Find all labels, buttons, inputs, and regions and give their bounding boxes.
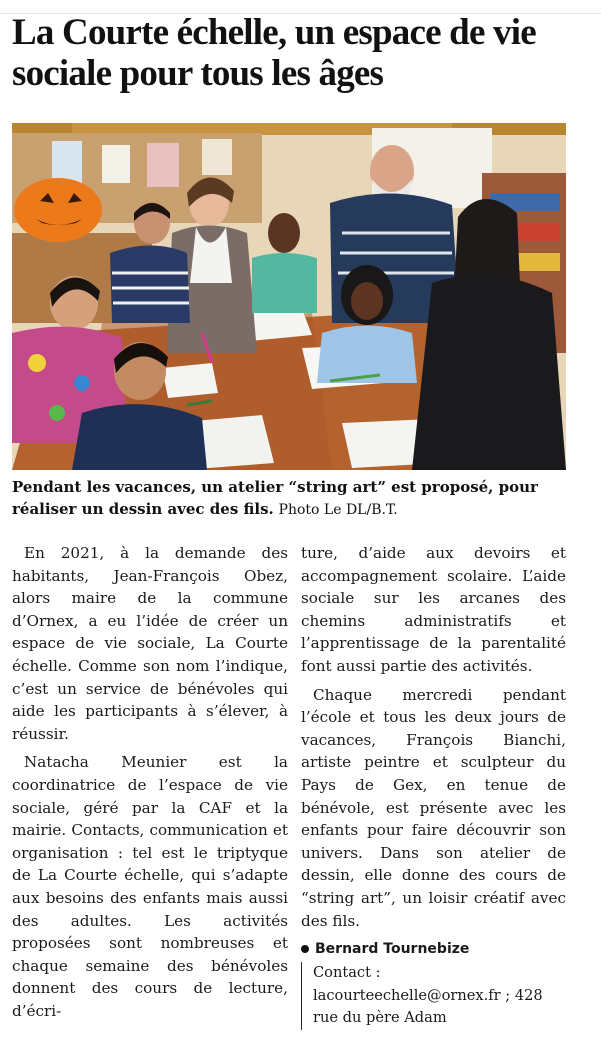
bullet-icon [301, 945, 309, 953]
paragraph-atelier: Chaque mercredi pendant l’école et tous les deux jours de vacances, François Bianchi, artiste peintre et sculpteur du Pays de Gex, en tenue de bénévole, est présente avec les enfants pour faire découvrir son univers. Dans son atelier de dessin, elle donne des cours de “string art”, un loisir créatif avec des fils. [301, 685, 566, 930]
headline: La Courte échelle, un espace de vie sociale pour tous les âges [12, 12, 536, 94]
photo-caption [12, 476, 572, 521]
author-name: Bernard Tournebize [315, 941, 470, 958]
paragraph-coordinator: Natacha Meunier est la coordinatrice de l’espace de vie sociale, géré par la CAF et la mairie. Contacts, communication et organisation : tel est le triptyque de La Courte échelle, qui s’adapte aux besoins des enfants mais aussi des adultes. Les activités proposées sont nombreuses et chaque semaine des bénévoles donnent des cours de lecture, d’écri- [12, 753, 288, 1020]
article-photo [12, 123, 566, 470]
article-column-left [12, 542, 288, 1028]
paragraph-intro: En 2021, à la demande des habitants, Jean-François Obez, alors maire de la commune d’Ornex, a eu l’idée de créer un espace de vie sociale, La Courte échelle. Comme son nom l’indique, c’est un service de bénévoles qui aide les participants à s’élever, à réussir. [12, 544, 288, 743]
paragraph-continuation: ture, d’aide aux devoirs et accompagnement scolaire. L’aide sociale sur les arcanes des chemins administratifs et l’apprentissage de la parentalité font aussi partie des activités. [301, 544, 566, 675]
photo-illustration [12, 123, 566, 470]
caption-text: Pendant les vacances, un atelier “string art” est proposé, pour réaliser un dessin avec des fils. [12, 478, 538, 518]
photo-credit: Photo Le DL/B.T. [278, 502, 398, 518]
contact-info: Contact : lacourteechelle@ornex.fr ; 428 rue du père Adam [301, 962, 566, 1030]
article-column-right [301, 542, 566, 1030]
author-signature [301, 938, 566, 960]
